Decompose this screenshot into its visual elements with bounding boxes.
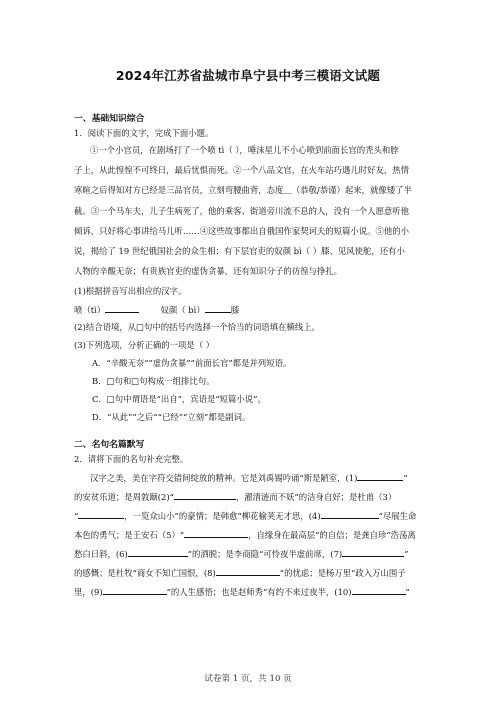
question-2-stem: 2．请将下面的名句补充完整。 xyxy=(74,454,189,464)
recitation-line: “ ，一览众山小”的豪情；是韩愈“柳花榆荚无才思，(4) ”尽展生命 xyxy=(74,511,417,521)
recitation-line: 的安贫乐道；是周敦颐(2)“ ，濯清涟而不妖”的洁身自好；是杜甫（3） xyxy=(74,492,397,502)
option-b[interactable]: B．□句和□句构成一组排比句。 xyxy=(92,376,215,386)
passage-line: ①一个小官员，在剧场打了一个喷 tì（ ），唾沫星儿不小心喷到前面长官的秃头和脖 xyxy=(90,145,399,155)
recitation-line: 本色的勇气；是王安石（5）“ ，自缘身在最高层”的自信；是龚自珍“浩荡离 xyxy=(74,530,416,540)
pinyin-label-bi: 奴颜（ bì） xyxy=(160,305,205,315)
recitation-line: 的感慨；是杜牧“商女不知亡国恨，(8) ”的忧虑；是杨万里“政入万山围子 xyxy=(74,568,406,578)
passage-line: 倾诉，只好将心事讲给马儿听……④这些故事都出自俄国作家契诃夫的短篇小说。⑤他的小 xyxy=(74,226,409,236)
pinyin-label-ti: 喷（tì） xyxy=(74,305,106,315)
option-a[interactable]: A．“辛酸无奈”“虚伪贪暴”“前面长官”都是并列短语。 xyxy=(92,358,292,368)
option-d[interactable]: D．“从此”“之后”“已经”“立刻”都是副词。 xyxy=(92,412,251,422)
section-heading-famous-lines: 二、名句名篇默写 xyxy=(74,440,145,450)
sub-question-2: (2)结合语境，从□句中的括号内选择一个恰当的词语填在横线上。 xyxy=(74,322,320,332)
recitation-line: 里，(9) ”的人生感悟；也是赵师秀“有约不来过夜半，(10) ” xyxy=(74,587,410,597)
answer-blank-ti[interactable] xyxy=(105,303,139,313)
page-footer: 试卷第 1 页，共 10 页 xyxy=(204,674,292,684)
answer-blank[interactable] xyxy=(216,566,280,576)
page-title: 2024年江苏省盐城市阜宁县中考三模语文试题 xyxy=(115,68,381,83)
answer-blank-bi[interactable] xyxy=(205,303,231,313)
answer-blank[interactable] xyxy=(103,585,167,595)
answer-blank[interactable] xyxy=(78,509,124,519)
answer-blank[interactable] xyxy=(342,547,404,557)
passage-line: 截。③一个马车夫，儿子生病死了，他的乘客、街道旁川流不息的人，没有一个人愿意听他 xyxy=(74,206,409,216)
passage-line: 人物的辛酸无奈；有贵族官吏的虚伪贪暴，还有知识分子的彷徨与挣扎。 xyxy=(74,266,342,276)
passage-line: 寒暄之后得知对方已经是三品官员，立刻弯腰曲背，态度＿（恭敬/恭谨）起来，就像矮了半 xyxy=(74,185,412,195)
answer-blank[interactable] xyxy=(357,471,403,481)
answer-blank[interactable] xyxy=(352,585,406,595)
passage-line: 子上，从此惶惶不可终日，最后忧惧而死。②一个八品文官，在火车站巧遇儿时好友，热情 xyxy=(74,165,409,175)
pinyin-suffix: 膝 xyxy=(230,305,240,315)
answer-blank[interactable] xyxy=(184,528,248,538)
answer-blank[interactable] xyxy=(128,547,188,557)
passage-line: 说，揭给了 19 世纪俄国社会的众生相：有下层官吏的奴颜 bì（ ）膝、见风使舵，还有小 xyxy=(74,246,405,256)
answer-blank[interactable] xyxy=(321,509,379,519)
option-c[interactable]: C．□句中谓语是“出自”，宾语是“短篇小说”。 xyxy=(92,394,266,404)
sub-question-1: (1)根据拼音写出相应的汉字。 xyxy=(74,286,187,296)
recitation-line: 愁白日斜，(6) ”的洒脱；是李商隐“可怜夜半虚前席，(7) ” xyxy=(74,549,409,559)
section-heading-basic-knowledge: 一、基础知识综合 xyxy=(74,114,145,124)
question-1-stem: 1．阅读下面的文字，完成下面小题。 xyxy=(74,128,214,138)
sub-question-3: (3)下列选项，分析正确的一项是（ ） xyxy=(74,340,215,350)
pinyin-answer-row xyxy=(74,303,239,316)
recitation-line: 汉字之美，美在字符交错间绽放的精神。它是刘禹锡吟诵“斯是陋室，(1) ” xyxy=(90,473,408,483)
answer-blank[interactable] xyxy=(174,490,236,500)
